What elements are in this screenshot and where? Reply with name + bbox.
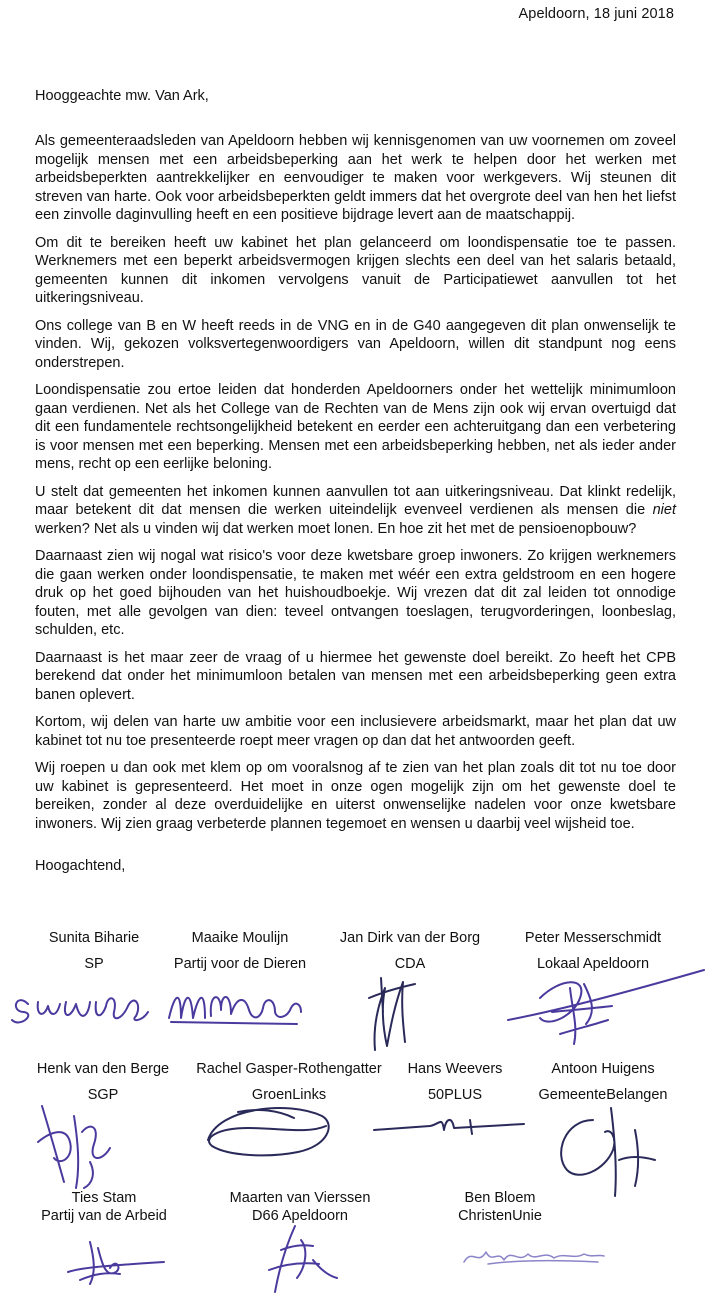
signature-image <box>255 1220 345 1296</box>
signer-name: Rachel Gasper-Rothengatter <box>196 1061 382 1077</box>
signer-name: Maaike Moulijn <box>191 930 289 946</box>
signer-name: Ties Stam <box>71 1190 137 1206</box>
paragraph-4: Loondispensatie zou ertoe leiden dat honderden Apeldoorners onder het wettelijk minimumloon gaan verdienen. Net als het College van de Rechten van de Mens zijn ook wij ervan overtuigd dat dit een fundamentele rechtsongelijkheid betekent en eerder een achteruitgang dan een verbetering is voor mensen met een beperking. Mensen met een arbeidsbeperking hebben, net als ieder ander mens, recht op een eerlijke beloning. <box>35 382 676 472</box>
signer-name: Peter Messerschmidt <box>524 930 662 946</box>
signature-image <box>355 968 425 1054</box>
signer-name: Maarten van Vierssen <box>229 1190 371 1206</box>
signer-party: SGP <box>87 1087 119 1103</box>
signer-party: SP <box>84 956 104 972</box>
signer-party: CDA <box>394 956 426 972</box>
signer-name: Jan Dirk van der Borg <box>339 930 481 946</box>
paragraph-6: Daarnaast zien wij nogal wat risico's voor deze kwetsbare groep inwoners. Zo krijgen werknemers die gaan werken onder loondispensatie, te maken met wéér een extra geldstroom en een hogere druk op het goed bijhouden van het huishoudboekje. Wij vrezen dat dit zal leiden tot onnodige fouten, met alle gevolgen van dien: teveel ontvangen toeslagen, terugvorderingen, loonbeslag, schulden, etc. <box>35 548 676 638</box>
signature-image <box>30 1092 120 1192</box>
signer-name: Antoon Huigens <box>551 1061 655 1077</box>
signer-block <box>320 930 500 972</box>
closing: Hoogachtend, <box>35 858 126 874</box>
paragraph-9: Wij roepen u dan ook met klem op om vooralsnog af te zien van het plan zoals dit tot nu toe door uw kabinet is gepresenteerd. Het moet in onze ogen mogelijk zijn om het gewenste doel te bereiken, zonder al deze overduidelijke en uiterst onwenselijke nadelen voor onze kwetsbare inwoners. Wij zien graag verbeterde plannen tegemoet en wensen u daarbij veel wijsheid toe. <box>35 760 676 832</box>
letter-body <box>35 132 676 842</box>
signature-image <box>198 1098 338 1158</box>
paragraph-2: Om dit te bereiken heeft uw kabinet het plan gelanceerd om loondispensatie toe te passen. Werknemers met een beperkt arbeidsvermogen krijgen slechts een deel van het salaris betaald, gemeenten kunnen dit inkomen vervolgens vanuit de Participatiewet aanvullen tot het uitkeringsniveau. <box>35 234 676 306</box>
paragraph-3: Ons college van B en W heeft reeds in de VNG en in de G40 aangegeven dit plan onwenselijk te vinden. Wij, gekozen volksvertegenwoordigers van Apeldoorn, willen dit standpunt nog eens onderstrepen. <box>35 317 676 371</box>
letter-date: Apeldoorn, 18 juni 2018 <box>518 6 674 22</box>
signer-party: GroenLinks <box>251 1087 327 1103</box>
signer-block <box>24 930 164 972</box>
signer-name: Ben Bloem <box>464 1190 536 1206</box>
signature-image <box>60 1228 170 1288</box>
signer-name: Sunita Biharie <box>48 930 140 946</box>
signer-party: ChristenUnie <box>458 1208 542 1224</box>
signer-block <box>24 1190 184 1224</box>
signer-party: GemeenteBelangen <box>538 1087 668 1103</box>
paragraph-8: Kortom, wij delen van harte uw ambitie voor een inclusievere arbeidsmarkt, maar het plan dat uw kabinet tot nu toe presenteerde roept meer vragen op dan dat het antwoorden geeft. <box>35 714 676 749</box>
signer-party: Partij van de Arbeid <box>41 1208 167 1224</box>
signature-image <box>370 1110 530 1140</box>
signer-party: D66 Apeldoorn <box>252 1208 348 1224</box>
signature-image <box>165 982 305 1030</box>
signer-name: Henk van den Berge <box>36 1061 170 1077</box>
paragraph-1: Als gemeenteraadsleden van Apeldoorn hebben wij kennisgenomen van uw voornemen om zoveel mogelijk mensen met een arbeidsbeperking aan het werk te helpen door het werken met arbeidsbeperkten aantrekkelijker en eenvoudiger te maken voor werkgevers. Wij steunen dit streven van harte. Ook voor arbeidsbeperkten geldt immers dat het overgrote deel van hen het liefst een zinvolle daginvulling heeft en een positieve bijdrage levert aan de maatschappij. <box>35 133 676 223</box>
paragraph-7: Daarnaast is het maar zeer de vraag of u hiermee het gewenste doel bereikt. Zo heeft het CPB berekend dat onder het minimumloon betalen van mensen met een arbeidsbeperking geen extra banen oplevert. <box>35 649 676 703</box>
signer-block <box>400 1061 510 1103</box>
signer-block <box>440 1190 560 1224</box>
signer-party: Partij voor de Dieren <box>173 956 307 972</box>
signer-name: Hans Weevers <box>407 1061 503 1077</box>
signature-image <box>10 982 150 1032</box>
signer-party: Lokaal Apeldoorn <box>536 956 650 972</box>
signer-block <box>160 930 320 972</box>
emphasis: niet <box>652 502 676 518</box>
signature-image <box>545 1100 665 1200</box>
signer-block <box>190 1061 388 1103</box>
signer-block <box>528 1061 678 1103</box>
signature-image <box>458 1238 608 1272</box>
salutation: Hooggeachte mw. Van Ark, <box>35 88 209 104</box>
signer-block <box>220 1190 380 1224</box>
paragraph-5: U stelt dat gemeenten het inkomen kunnen aanvullen tot aan uitkeringsniveau. Dat klinkt redelijk, maar betekent dit dat mensen die werken uiteindelijk evenveel verdienen als mensen die niet werken? Net als u vinden wij dat werken moet lonen. En hoe zit het met de pensioenopbouw? <box>35 483 676 537</box>
signature-image <box>500 958 710 1048</box>
signer-party: 50PLUS <box>427 1087 482 1103</box>
